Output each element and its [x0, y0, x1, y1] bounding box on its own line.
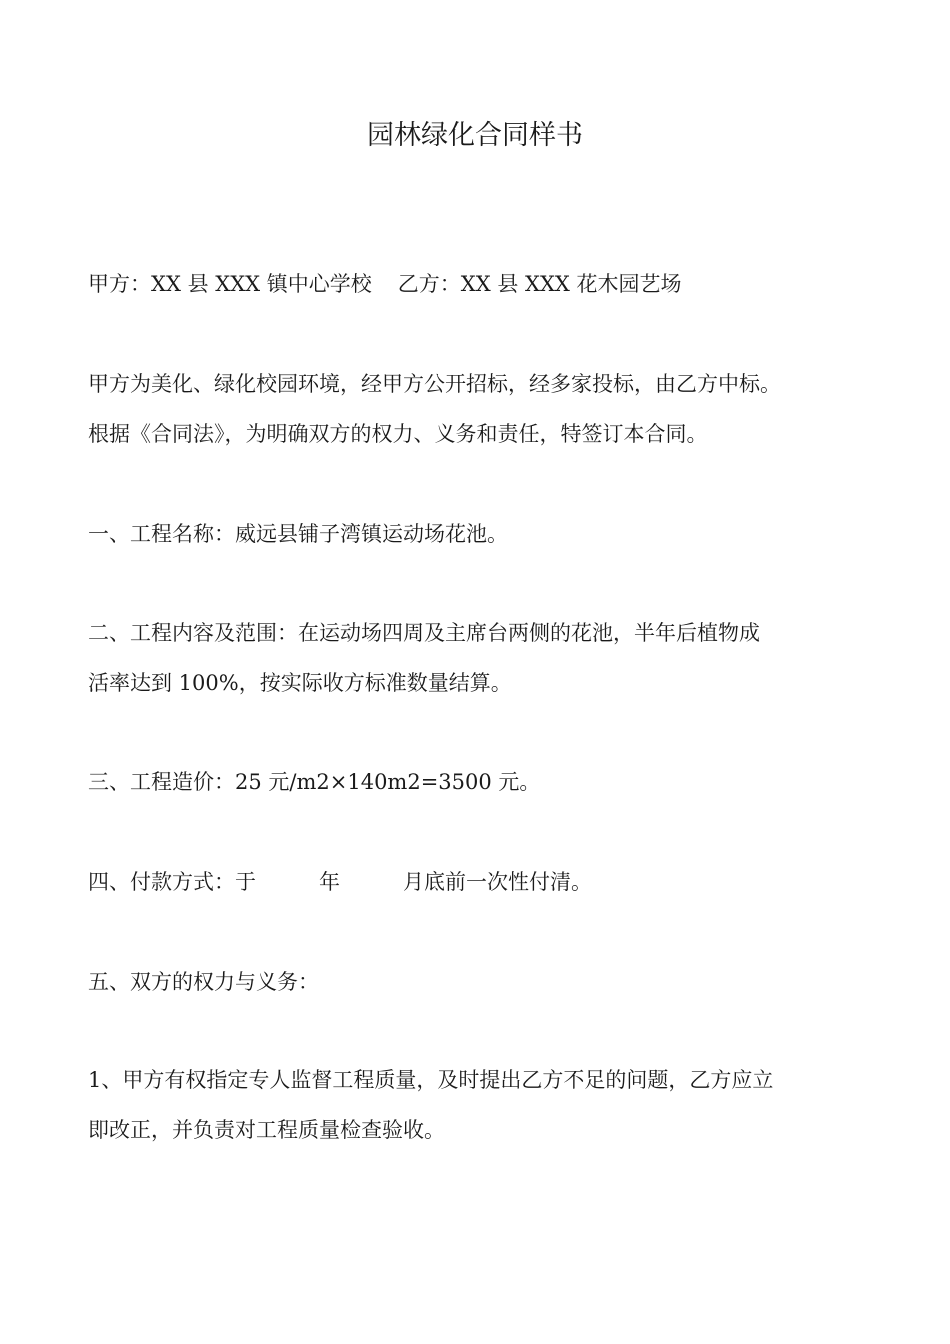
rights-item-1: [88, 1055, 888, 1155]
clause-scope: [88, 608, 888, 708]
clause-rights-heading: [88, 957, 888, 1007]
item-1-line-1: 1、甲方有权指定专人监督工程质量，及时提出乙方不足的问题，乙方应立: [88, 1068, 774, 1092]
clause-2-line-1: 二、工程内容及范围：在运动场四周及主席台两侧的花池，半年后植物成: [88, 621, 760, 645]
clause-5-text: 五、双方的权力与义务：: [88, 970, 319, 994]
item-1-line-2: 即改正，并负责对工程质量检查验收。: [88, 1118, 445, 1142]
party-b: 乙方：XX 县 XXX 花木园艺场: [397, 272, 682, 296]
clause-3-text: 三、工程造价：25 元/m2×140m2=3500 元。: [88, 770, 541, 794]
clause-cost: [88, 757, 888, 807]
clause-1-text: 一、工程名称：威远县铺子湾镇运动场花池。: [88, 522, 508, 546]
party-a: 甲方：XX 县 XXX 镇中心学校: [88, 272, 372, 296]
preamble-line-1: 甲方为美化、绿化校园环境，经甲方公开招标，经多家投标，由乙方中标。: [88, 372, 781, 396]
clause-project-name: [88, 509, 888, 559]
parties-line: [88, 259, 888, 309]
clause-payment: [88, 857, 888, 907]
preamble-line-2: 根据《合同法》，为明确双方的权力、义务和责任，特签订本合同。: [88, 422, 708, 446]
document-title: 园林绿化合同样书: [367, 120, 583, 151]
clause-4-text: 四、付款方式：于 年 月底前一次性付清。: [88, 870, 592, 894]
preamble-paragraph: [88, 359, 888, 459]
clause-2-line-2: 活率达到 100%，按实际收方标准数量结算。: [88, 671, 512, 695]
